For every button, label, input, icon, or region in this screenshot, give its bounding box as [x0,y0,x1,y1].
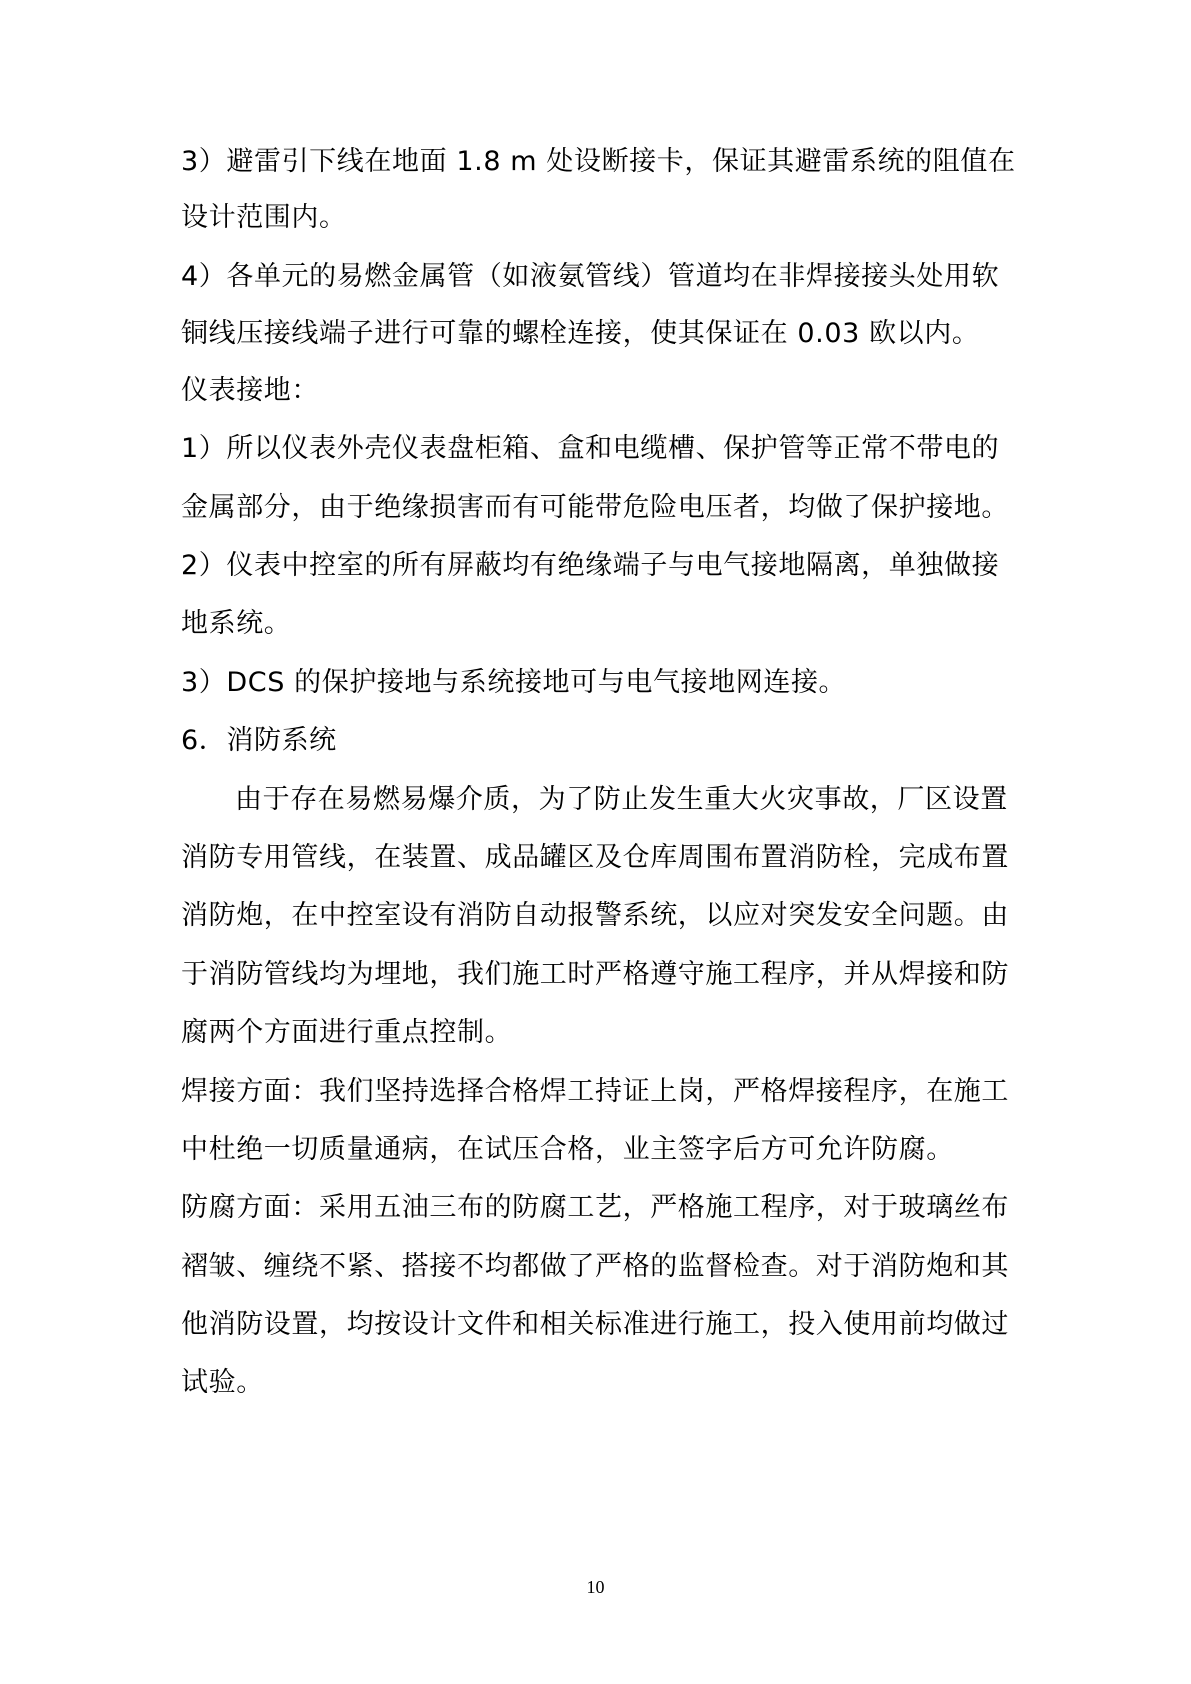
text-line: 地系统。 [181,608,292,639]
text-line: 防腐方面：采用五油三布的防腐工艺，严格施工程序，对于玻璃丝布 [181,1192,1009,1223]
text-line: 由于存在易燃易爆介质，为了防止发生重大火灾事故，厂区设置 [235,784,1008,815]
text-line: 2）仪表中控室的所有屏蔽均有绝缘端子与电气接地隔离，单独做接 [181,550,1000,581]
text-line: 3）DCS 的保护接地与系统接地可与电气接地网连接。 [181,667,847,698]
text-line: 腐两个方面进行重点控制。 [181,1017,513,1048]
text-line: 焊接方面：我们坚持选择合格焊工持证上岗，严格焊接程序，在施工 [181,1076,1009,1107]
text-line: 于消防管线均为埋地，我们施工时严格遵守施工程序，并从焊接和防 [181,959,1009,990]
page-number: 10 [586,1577,605,1597]
text-line: 4）各单元的易燃金属管（如液氨管线）管道均在非焊接接头处用软 [181,261,1000,292]
text-line: 消防专用管线，在装置、成品罐区及仓库周围布置消防栓，完成布置 [181,842,1009,873]
text-line: 褶皱、缠绕不紧、搭接不均都做了严格的监督检查。对于消防炮和其 [181,1251,1009,1282]
text-line: 3）避雷引下线在地面 1.8 m 处设断接卡，保证其避雷系统的阻值在 [181,146,1016,177]
section-heading: 仪表接地： [181,375,319,406]
section-heading: 6．消防系统 [181,725,337,756]
text-line: 他消防设置，均按设计文件和相关标准进行施工，投入使用前均做过 [181,1309,1009,1340]
text-line: 消防炮，在中控室设有消防自动报警系统，以应对突发安全问题。由 [181,900,1009,931]
text-line: 1）所以仪表外壳仪表盘柜箱、盒和电缆槽、保护管等正常不带电的 [181,433,1000,464]
text-line: 铜线压接线端子进行可靠的螺栓连接，使其保证在 0.03 欧以内。 [181,318,980,349]
text-line: 试验。 [181,1367,264,1398]
text-line: 中杜绝一切质量通病，在试压合格，业主签字后方可允许防腐。 [181,1134,954,1165]
text-line: 金属部分，由于绝缘损害而有可能带危险电压者，均做了保护接地。 [181,492,1009,523]
text-line: 设计范围内。 [181,202,347,233]
